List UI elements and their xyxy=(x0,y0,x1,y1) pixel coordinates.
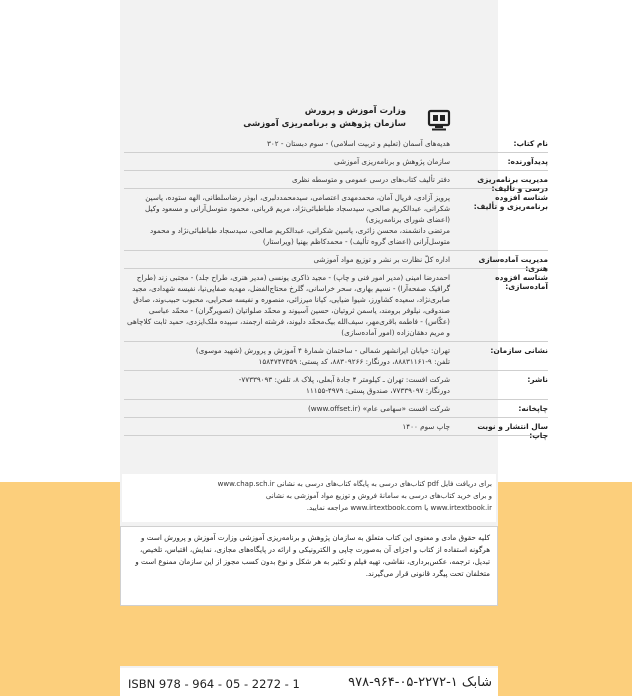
gold-band-right xyxy=(498,482,632,696)
org-line-1: وزارت آموزش و پرورش xyxy=(304,106,406,116)
row-publication-year xyxy=(124,418,548,440)
download-info xyxy=(126,478,492,514)
gold-band-middle xyxy=(120,606,498,666)
row-book-title xyxy=(124,135,548,153)
row-value: پرویز آزادی، فریال آمان، محمدمهدی اعتصامی، سیدمحمددلبری، ابوذر رضاسلطانی، الهه ستوده، یاسین شکرانی، عبدالکریم صالحی، سیدسجاد طباطبائی‌نژاد، مریم قربانی، محمود متوسل‌آرانی و مسعود وکیل (اعضای شورای برنامه‌ریزی) مرتضی دانشمند، محسن زائری، یاسین شکرانی، عبدالکریم صالحی، سیدسجاد طباطبائی‌نژاد و محمود متوسل‌آرانی (اعضای گروه تألیف) - محمدکاظم بهنیا (ویراستار) xyxy=(145,193,450,246)
isbn-latin: ISBN 978 - 964 - 05 - 2272 - 1 xyxy=(128,677,300,691)
org-line-2: سازمان پژوهش و برنامه‌ریزی آموزشی xyxy=(243,119,406,129)
row-value: سازمان پژوهش و برنامه‌ریزی آموزشی xyxy=(334,157,450,166)
row-value: تهران: خیابان ایرانشهر شمالی - ساختمان شمارهٔ ۴ آموزش و پرورش (شهید موسوی) تلفن: ۹-۸۸۸۳۱۱۶۱، دورنگار: ۸۸۳۰۹۲۶۶، کد پستی: ۱۵۸۴۷۴۷۳۵۹ xyxy=(195,346,450,366)
row-value: شرکت افست «سهامی عام» (www.offset.ir) xyxy=(307,404,450,413)
row-label: نشانی سازمان: xyxy=(490,346,548,355)
row-art-management xyxy=(124,251,548,273)
row-value: احمدرضا امینی (مدیر امور فنی و چاپ) - مجید ذاکری یونسی (مدیر هنری، طراح جلد) - مجتبی زند (طراح گرافیک صفحه‌آرا) - نسیم بهاری، سحر خراسانی، گلرخ محتاج‌الفضل، مهدیه صفایی‌نیا، نفیسه شهدادی، مجید صابری‌نژاد، سعیده کشاورز، شیوا ضیایی، کیانا میرزائی، منصوره و نفیسه صحرایی، محبوب حبیب‌وند، صادق صندوقی، نیلوفر برومند، یاسمن ثروتیان، حسین آسیوند و محمّد صلواتیان (تصویرگران) - محمّد عباسی (عکّاس) - فاطمه باقری‌مهر، سیف‌الله بیک‌محمّد دلیوند، فرشته ارجمند، سپیده ملک‌ایزدی، حمید ثابت کلاچاهی و مریم دهقان‌زاده (امور آماده‌سازی) xyxy=(127,273,450,337)
info-line-1: برای دریافت فایل pdf کتاب‌های درسی به پایگاه کتاب‌های درسی به نشانی www.chap.sch.ir xyxy=(217,480,492,488)
row-value: دفتر تألیف کتاب‌های درسی عمومی و متوسطه نظری xyxy=(291,175,450,184)
info-line-2: و برای خرید کتاب‌های درسی به سامانهٔ فروش و توزیع مواد آموزشی به نشانی xyxy=(265,492,492,500)
gold-band-left xyxy=(0,482,120,696)
row-label: مدیریت برنامه‌ریزی درسی و تألیف: xyxy=(477,175,548,193)
row-label: شناسه افزوده برنامه‌ریزی و تألیف: xyxy=(473,193,548,211)
row-publisher xyxy=(124,371,548,400)
row-printing-house xyxy=(124,400,548,418)
row-authors xyxy=(124,189,548,251)
row-curriculum-management xyxy=(124,171,548,193)
row-value: شرکت افست: تهران ـ کیلومتر ۴ جادهٔ آبعلی، پلاک ۸، تلفن: ۷۷۳۳۹۰۹۳- دورنگار: ۷۷۳۳۹۰۹۷، صندوق پستی: ۴۹۷۹-۱۱۱۵۵ xyxy=(238,375,450,395)
row-value: اداره کلّ نظارت بر نشر و توزیع مواد آموزشی xyxy=(313,255,450,264)
organization-header xyxy=(243,105,406,131)
row-value: هدیه‌های آسمان (تعلیم و تربیت اسلامی) - سوم دبستان - ۳۰۲ xyxy=(267,139,450,148)
row-label: مدیریت آماده‌سازی هنری: xyxy=(478,255,548,273)
credits-table xyxy=(124,135,548,440)
row-label: سال انتشار و نوبت چاپ: xyxy=(477,422,548,440)
row-label: شناسه افزوده آماده‌سازی: xyxy=(495,273,548,291)
book-monitor-icon xyxy=(427,109,451,131)
row-value: چاپ سوم ۱۴۰۰ xyxy=(402,422,450,431)
row-preparation-credits xyxy=(124,269,548,342)
row-label: ناشر: xyxy=(527,375,548,384)
info-line-3: www.irtextbook.ir یا www.irtextbook.com مراجعه نمایید. xyxy=(306,504,492,512)
row-creator xyxy=(124,153,548,171)
top-blank-area xyxy=(120,0,498,98)
row-label: پدیدآورنده: xyxy=(507,157,548,166)
row-label: چاپخانه: xyxy=(518,404,548,413)
isbn-persian: شابک ۱-۲۲۷۲-۰۵-۹۶۴-۹۷۸ xyxy=(348,675,492,690)
copyright-text: کلیه حقوق مادی و معنوی این کتاب متعلق به سازمان پژوهش و برنامه‌ریزی آموزشی وزارت آموزش و پرورش است و هرگونه استفاده از کتاب و اجزای آن به‌صورت چاپی و الکترونیکی و ارائه در پایگاه‌های مجازی، نمایش، اقتباس، تلخیص، تبدیل، ترجمه، عکس‌برداری، نقاشی، تهیه فیلم و تکثیر به هر شکل و نوع بدون کسب مجوز از این سازمان ممنوع است و متخلفان تحت پیگرد قانونی قرار می‌گیرند. xyxy=(135,533,490,578)
row-organization-address xyxy=(124,342,548,371)
row-label: نام کتاب: xyxy=(513,139,548,148)
